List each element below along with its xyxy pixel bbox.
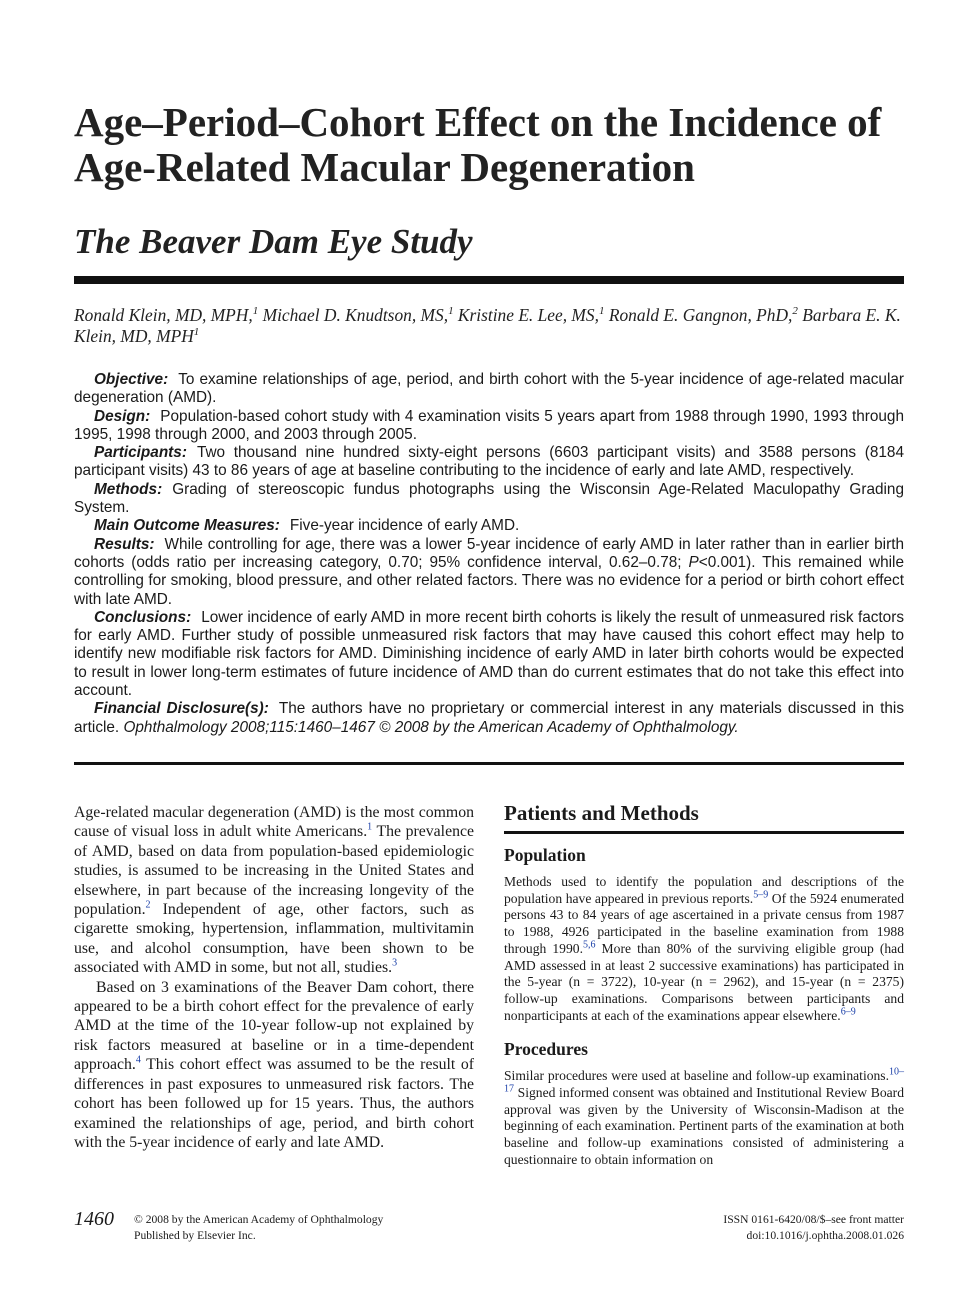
abstract-label: Design: [94,407,151,425]
abstract-text: Lower incidence of early AMD in more recent birth cohorts is likely the result of unmeasured risk factors for early AMD. Further study of possible unmeasured risk factors that may have caused this cohort effect may help to identify new modifiable risk factors for AMD. Diminishing incidence of early AMD in later birth cohorts would be expected to result in lower long-term estimates of future incidence of AMD than do current estimates that do not take this effect into account. [74,608,904,700]
abstract-divider [74,762,904,765]
p-value-symbol: P [688,553,699,571]
abstract-text: To examine relationships of age, period, and birth cohort with the 5-year incidence of age-related macular degeneration (AMD). [74,371,904,407]
abstract-text: Population-based cohort study with 4 examination visits 5 years apart from 1988 through 1990, 1993 through 1995, 1998 through 2000, and 2003 through 2005. [74,407,904,443]
copyright-notice: © 2008 by the American Academy of Ophthalmology [134,1213,384,1226]
reference-link[interactable]: 3 [392,957,398,969]
abstract-objective [74,371,904,408]
intro-paragraph-1: Age-related macular degeneration (AMD) is the most common cause of visual loss in adult white Americans.$^1$ The prevalence of AMD, based on data from population-based epidemiologic studies, is assumed to be increasing in the United States and elsewhere, in part because of the increasing longevity of the population.$^2$ Independent of age, other factors, such as cigarette smoking, hypertension, inflammation, multivitamin use, and alcohol consumption, have been shown to be associated with AMD in some, but not all, studies.$^3$ [74,804,475,977]
abstract-text: Grading of stereoscopic fundus photographs using the Wisconsin Age-Related Maculopathy Grading System. [74,480,904,517]
affiliation-marker: 2 [792,305,798,318]
page-number: 1460 [74,1208,114,1230]
abstract-disclosure [74,700,904,737]
methods-column [504,800,904,1169]
article-subtitle: The Beaver Dam Eye Study [74,222,473,261]
abstract-label: Main Outcome Measures: [94,517,280,535]
affiliation-marker: 1 [598,305,605,318]
affiliation-marker: 1 [252,305,259,318]
affiliation-marker: 1 [448,305,454,318]
affiliation-marker: 1 [193,326,200,339]
section-divider [504,831,904,834]
abstract-text: While controlling for age, there was a lower 5-year incidence of early AMD in later rather than in earlier birth cohorts (odds ratio per increasing category, 0.70; 95% confidence interval, 0.62–0.78; [74,535,904,571]
abstract-label: Methods: [94,480,163,498]
reference-link[interactable]: 10–17 [504,1066,904,1095]
title-divider [74,276,904,284]
author-name[interactable]: Ronald E. Gangnon, PhD, [608,305,793,325]
author-name[interactable]: Kristine E. Lee, MS, [457,305,599,325]
author-name[interactable]: Barbara E. K. Klein, MD, MPH [74,305,901,346]
abstract-participants [74,444,904,481]
abstract-label: Financial Disclosure(s): [94,700,269,718]
author-name[interactable]: Ronald Klein, MD, MPH, [74,305,253,325]
footer-identifiers [723,1212,904,1244]
reference-link[interactable]: 5–9 [753,889,769,901]
intro-paragraph-2: Based on 3 examinations of the Beaver Dam cohort, there appeared to be a birth cohort effect for the prevalence of early AMD at the time of the 10-year follow-up not explained by risk factors measured at baseline or in a time-dependent approach.$^4$ This cohort effect was assumed to be the result of differences in past exposures to unmeasured risk factors. The cohort has been followed up for 15 years. Thus, the authors examined the relationships of age, period, and birth cohort with the 5-year incidence of early and late AMD. [74,978,474,1151]
abstract-label: Results: [94,535,155,553]
introduction-column [74,803,474,1152]
abstract-results [74,536,904,609]
abstract-label: Participants: [94,444,187,462]
abstract [74,371,904,737]
abstract-main-outcome [74,517,904,535]
reference-link[interactable]: 5,6 [582,939,596,951]
abstract-text: <0.001). This remained while controlling for smoking, blood pressure, and other related factors. There was no evidence for a period or birth cohort effect with late AMD. [74,553,904,608]
reference-link[interactable]: 2 [145,899,151,911]
doi-link[interactable]: doi:10.1016/j.ophtha.2008.01.026 [746,1229,904,1242]
population-paragraph: Methods used to identify the population and descriptions of the population have appeared in previous reports.$^{5-9}$ Of the 5924 enumerated persons 43 to 84 years of age ascertained in a private census from 1987 to 1988, 4926 participated in the baseline examination from 1988 through 1990.$^{5,6}$ More than 80% of the surviving eligible group (had AMD assessed in at least 2 successive examinations) has participated in the 5-year (n = 3722), 10-year (n = 2962), and 15-year (n = 2375) follow-up examinations. Comparisons between participants and nonparticipants at each of the examinations appear elsewhere.$^{6-9}$ [504,874,904,1023]
abstract-label: Objective: [94,371,169,388]
section-heading: Patients and Methods [504,801,699,825]
article-title: Age–Period–Cohort Effect on the Incidence of Age-Related Macular Degeneration [74,99,882,190]
abstract-text: Two thousand nine hundred sixty-eight persons (6603 participant visits) and 3588 persons (8184 participant visits) 43 to 86 years of age at baseline contributing to the incidence of early and late AMD, respectively. [74,444,904,480]
reference-link[interactable]: 4 [135,1055,141,1067]
procedures-paragraph: Similar procedures were used at baseline and follow-up examinations.$^{10-17}$ Signed informed consent was obtained and Institutional Review Board approval was given by the University of Wisconsin-Madison at the beginning of each examination. Pertinent parts of the examination at both baseline and follow-up examinations consisted of administering a questionnaire to obtain information on [504,1066,904,1167]
subsection-heading-population: Population [504,845,586,865]
issn: ISSN 0161-6420/08/$–see front matter [723,1213,904,1226]
abstract-text: The authors have no proprietary or commercial interest in any materials discussed in this article. [74,700,905,736]
author-name[interactable]: Michael D. Knudtson, MS, [262,305,449,325]
footer-publisher-info [134,1212,383,1244]
abstract-text: Five-year incidence of early AMD. [289,517,520,535]
abstract-methods [74,481,904,518]
abstract-design [74,408,904,445]
abstract-conclusions [74,609,904,700]
reference-link[interactable]: 1 [367,822,373,834]
publisher-notice: Published by Elsevier Inc. [134,1229,256,1242]
reference-link[interactable]: 6–9 [840,1006,856,1018]
subsection-heading-procedures: Procedures [504,1039,588,1060]
journal-citation: Ophthalmology 2008;115:1460–1467 © 2008 by the American Academy of Ophthalmology. [123,718,739,736]
abstract-label: Conclusions: [94,608,192,626]
author-list [74,305,904,347]
